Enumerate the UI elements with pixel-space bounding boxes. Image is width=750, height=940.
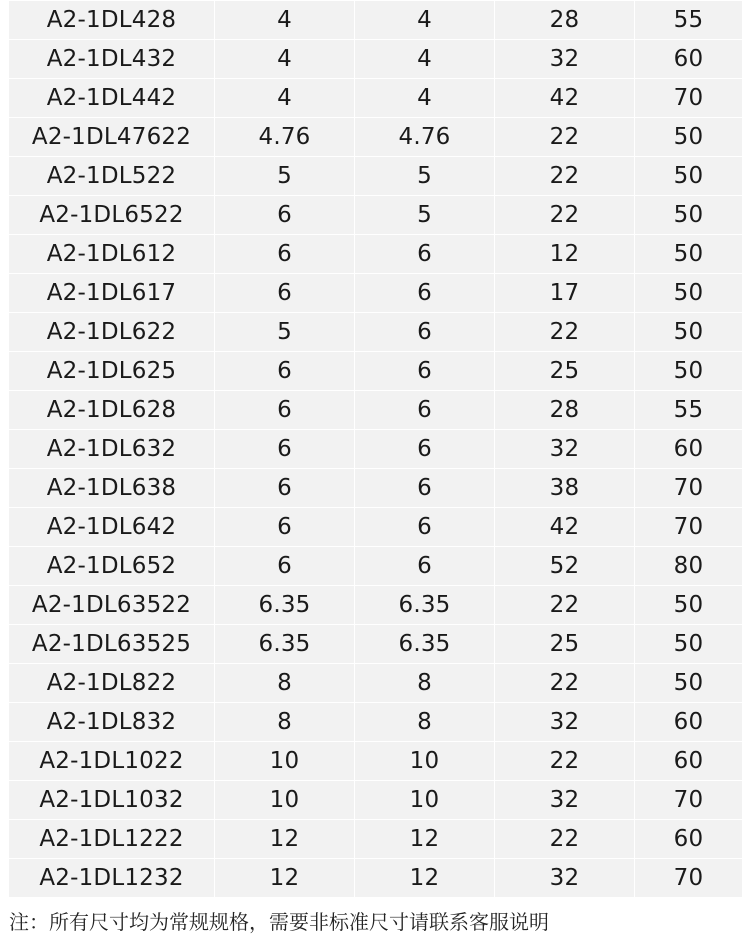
value-cell: 6 — [215, 430, 355, 469]
value-cell: 8 — [355, 703, 495, 742]
value-cell: 22 — [495, 118, 635, 157]
value-cell: 6 — [355, 469, 495, 508]
value-cell: 6 — [215, 469, 355, 508]
spec-table — [8, 0, 743, 898]
value-cell: 55 — [635, 1, 743, 40]
value-cell: 8 — [215, 703, 355, 742]
value-cell: 38 — [495, 469, 635, 508]
model-cell: A2-1DL638 — [9, 469, 215, 508]
value-cell: 60 — [635, 40, 743, 79]
value-cell: 10 — [215, 781, 355, 820]
model-cell: A2-1DL1032 — [9, 781, 215, 820]
value-cell: 6.35 — [355, 625, 495, 664]
table-row — [9, 781, 743, 820]
table-row — [9, 274, 743, 313]
table-row — [9, 469, 743, 508]
value-cell: 8 — [355, 664, 495, 703]
value-cell: 6 — [215, 274, 355, 313]
value-cell: 5 — [215, 313, 355, 352]
value-cell: 6 — [215, 235, 355, 274]
value-cell: 60 — [635, 742, 743, 781]
table-row — [9, 118, 743, 157]
model-cell: A2-1DL47622 — [9, 118, 215, 157]
value-cell: 25 — [495, 352, 635, 391]
value-cell: 6.35 — [215, 586, 355, 625]
table-row — [9, 196, 743, 235]
model-cell: A2-1DL642 — [9, 508, 215, 547]
value-cell: 50 — [635, 352, 743, 391]
model-cell: A2-1DL617 — [9, 274, 215, 313]
value-cell: 4 — [215, 1, 355, 40]
footnote: 注：所有尺寸均为常规规格，需要非标准尺寸请联系客服说明 — [9, 910, 549, 934]
table-row — [9, 625, 743, 664]
value-cell: 70 — [635, 469, 743, 508]
value-cell: 4 — [215, 79, 355, 118]
model-cell: A2-1DL63522 — [9, 586, 215, 625]
value-cell: 4.76 — [355, 118, 495, 157]
value-cell: 6 — [355, 235, 495, 274]
value-cell: 6 — [215, 508, 355, 547]
model-cell: A2-1DL1222 — [9, 820, 215, 859]
value-cell: 10 — [355, 742, 495, 781]
table-row — [9, 820, 743, 859]
model-cell: A2-1DL625 — [9, 352, 215, 391]
value-cell: 50 — [635, 274, 743, 313]
value-cell: 25 — [495, 625, 635, 664]
value-cell: 50 — [635, 157, 743, 196]
table-row — [9, 703, 743, 742]
model-cell: A2-1DL832 — [9, 703, 215, 742]
value-cell: 52 — [495, 547, 635, 586]
value-cell: 6 — [355, 352, 495, 391]
value-cell: 42 — [495, 508, 635, 547]
value-cell: 6 — [355, 313, 495, 352]
value-cell: 10 — [355, 781, 495, 820]
value-cell: 12 — [355, 820, 495, 859]
table-row — [9, 1, 743, 40]
table-row — [9, 859, 743, 898]
model-cell: A2-1DL522 — [9, 157, 215, 196]
value-cell: 50 — [635, 625, 743, 664]
model-cell: A2-1DL612 — [9, 235, 215, 274]
table-row — [9, 352, 743, 391]
value-cell: 5 — [355, 157, 495, 196]
model-cell: A2-1DL632 — [9, 430, 215, 469]
value-cell: 22 — [495, 820, 635, 859]
value-cell: 6.35 — [355, 586, 495, 625]
model-cell: A2-1DL432 — [9, 40, 215, 79]
value-cell: 50 — [635, 235, 743, 274]
model-cell: A2-1DL442 — [9, 79, 215, 118]
value-cell: 4 — [355, 79, 495, 118]
value-cell: 17 — [495, 274, 635, 313]
table-row — [9, 430, 743, 469]
table-row — [9, 235, 743, 274]
value-cell: 32 — [495, 781, 635, 820]
value-cell: 4.76 — [215, 118, 355, 157]
model-cell: A2-1DL1022 — [9, 742, 215, 781]
value-cell: 32 — [495, 859, 635, 898]
value-cell: 4 — [355, 1, 495, 40]
value-cell: 32 — [495, 40, 635, 79]
value-cell: 22 — [495, 664, 635, 703]
value-cell: 5 — [355, 196, 495, 235]
value-cell: 22 — [495, 742, 635, 781]
value-cell: 22 — [495, 157, 635, 196]
value-cell: 28 — [495, 391, 635, 430]
model-cell: A2-1DL428 — [9, 1, 215, 40]
model-cell: A2-1DL1232 — [9, 859, 215, 898]
table-row — [9, 391, 743, 430]
model-cell: A2-1DL628 — [9, 391, 215, 430]
value-cell: 60 — [635, 703, 743, 742]
value-cell: 42 — [495, 79, 635, 118]
model-cell: A2-1DL63525 — [9, 625, 215, 664]
value-cell: 70 — [635, 781, 743, 820]
table-row — [9, 79, 743, 118]
value-cell: 12 — [215, 859, 355, 898]
model-cell: A2-1DL822 — [9, 664, 215, 703]
value-cell: 6 — [215, 547, 355, 586]
value-cell: 6 — [355, 547, 495, 586]
table-row — [9, 313, 743, 352]
table-row — [9, 40, 743, 79]
spec-table-body — [9, 1, 743, 898]
value-cell: 70 — [635, 79, 743, 118]
value-cell: 32 — [495, 703, 635, 742]
value-cell: 12 — [215, 820, 355, 859]
table-row — [9, 547, 743, 586]
value-cell: 32 — [495, 430, 635, 469]
value-cell: 10 — [215, 742, 355, 781]
table-row — [9, 664, 743, 703]
model-cell: A2-1DL652 — [9, 547, 215, 586]
model-cell: A2-1DL622 — [9, 313, 215, 352]
value-cell: 60 — [635, 820, 743, 859]
value-cell: 80 — [635, 547, 743, 586]
value-cell: 6 — [355, 508, 495, 547]
value-cell: 60 — [635, 430, 743, 469]
value-cell: 12 — [355, 859, 495, 898]
value-cell: 6.35 — [215, 625, 355, 664]
model-cell: A2-1DL6522 — [9, 196, 215, 235]
value-cell: 22 — [495, 196, 635, 235]
value-cell: 50 — [635, 118, 743, 157]
value-cell: 70 — [635, 859, 743, 898]
value-cell: 50 — [635, 664, 743, 703]
value-cell: 6 — [355, 430, 495, 469]
value-cell: 6 — [215, 391, 355, 430]
value-cell: 6 — [215, 196, 355, 235]
table-row — [9, 586, 743, 625]
table-row — [9, 157, 743, 196]
value-cell: 50 — [635, 196, 743, 235]
table-row — [9, 508, 743, 547]
value-cell: 28 — [495, 1, 635, 40]
value-cell: 6 — [355, 391, 495, 430]
value-cell: 6 — [355, 274, 495, 313]
value-cell: 4 — [215, 40, 355, 79]
value-cell: 22 — [495, 586, 635, 625]
value-cell: 70 — [635, 508, 743, 547]
value-cell: 4 — [355, 40, 495, 79]
value-cell: 55 — [635, 391, 743, 430]
table-row — [9, 742, 743, 781]
value-cell: 6 — [215, 352, 355, 391]
value-cell: 12 — [495, 235, 635, 274]
value-cell: 22 — [495, 313, 635, 352]
value-cell: 5 — [215, 157, 355, 196]
value-cell: 50 — [635, 313, 743, 352]
value-cell: 8 — [215, 664, 355, 703]
value-cell: 50 — [635, 586, 743, 625]
